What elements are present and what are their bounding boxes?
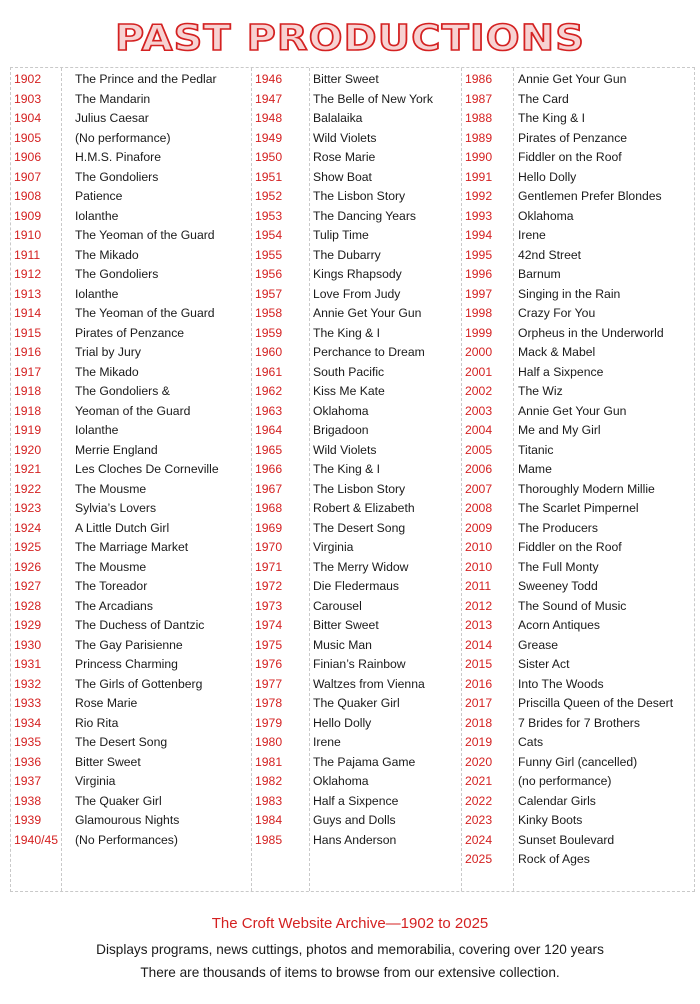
production-year: 1960 — [255, 345, 283, 359]
production-year: 1970 — [255, 540, 283, 554]
production-title: Rose Marie — [75, 696, 138, 710]
production-year: 1976 — [255, 657, 283, 671]
production-year: 1975 — [255, 637, 283, 652]
production-title: Balalaika — [313, 111, 363, 125]
production-year: 1909 — [14, 208, 42, 223]
production-title: Show Boat — [313, 169, 372, 184]
production-title: Fiddler on the Roof — [518, 150, 622, 164]
production-year: 1994 — [465, 228, 493, 242]
production-title: Irene — [313, 735, 341, 749]
production-title: Funny Girl (cancelled) — [518, 754, 638, 769]
production-year: 1995 — [465, 247, 493, 262]
production-year: 1915 — [14, 325, 42, 340]
production-year: 2014 — [465, 637, 493, 652]
production-year: 1913 — [14, 286, 42, 301]
production-year: 1933 — [14, 696, 42, 710]
production-title: Calendar Girls — [518, 793, 596, 808]
production-year: 1984 — [255, 813, 283, 827]
production-title: Me and My Girl — [518, 423, 601, 437]
production-title: The Gondoliers & — [75, 384, 170, 398]
production-year: 1939 — [14, 813, 42, 827]
production-title: Crazy For You — [518, 306, 596, 320]
production-title: The Wiz — [518, 384, 563, 398]
production-title: Virginia — [75, 774, 116, 788]
production-title: H.M.S. Pinafore — [75, 150, 162, 164]
production-year: 2001 — [465, 364, 493, 379]
production-title: The Mikado — [75, 247, 139, 262]
production-title: Brigadoon — [313, 423, 369, 437]
production-year: 1916 — [14, 345, 42, 359]
production-year: 1992 — [465, 189, 493, 203]
production-title: Kiss Me Kate — [313, 384, 385, 398]
production-title: The Belle of New York — [313, 91, 433, 106]
production-title: The Scarlet Pimpernel — [518, 501, 639, 515]
production-year: 1990 — [465, 150, 493, 164]
archive-description: Displays programs, news cuttings, photos and memorabilia, covering over 120 years — [96, 942, 604, 957]
production-title: South Pacific — [313, 364, 385, 379]
production-year: 1923 — [14, 501, 42, 515]
production-title: The Toreador — [75, 579, 148, 593]
production-title: Mame — [518, 462, 552, 476]
production-title: Annie Get Your Gun — [518, 72, 627, 86]
production-year: 1980 — [255, 735, 283, 749]
production-year: 1953 — [255, 208, 283, 223]
page-title — [0, 0, 700, 62]
production-title: Cats — [518, 735, 544, 749]
production-title: The Card — [518, 91, 569, 106]
production-title: Rio Rita — [75, 715, 119, 730]
production-year: 2015 — [465, 657, 493, 671]
production-year: 1922 — [14, 481, 42, 496]
production-year: 1958 — [255, 306, 283, 320]
production-year: 1921 — [14, 462, 42, 476]
production-year: 2012 — [465, 598, 493, 613]
production-title: Kinky Boots — [518, 813, 583, 827]
production-year: 1908 — [14, 189, 42, 203]
production-year: 2010 — [465, 540, 493, 554]
production-year: 1954 — [255, 228, 283, 242]
production-title: Hans Anderson — [313, 832, 397, 847]
production-title: Titanic — [518, 442, 554, 457]
production-title: Robert & Elizabeth — [313, 501, 415, 515]
productions-table — [10, 67, 695, 892]
production-title: Hello Dolly — [518, 169, 577, 184]
production-year: 1903 — [14, 91, 42, 106]
production-year: 1925 — [14, 540, 42, 554]
production-year: 1919 — [14, 423, 42, 437]
production-year: 1912 — [14, 267, 42, 281]
production-title: Rock of Ages — [518, 852, 590, 866]
production-title: Bitter Sweet — [75, 754, 141, 769]
production-title: The King & I — [313, 462, 381, 476]
production-title: The Girls of Gottenberg — [75, 676, 203, 691]
production-title: The King & I — [518, 111, 586, 125]
production-year: 2022 — [465, 793, 493, 808]
production-title: Waltzes from Vienna — [313, 676, 425, 691]
production-year: 1918 — [14, 403, 42, 418]
production-title: Annie Get Your Gun — [313, 306, 422, 320]
production-year: 1946 — [255, 72, 283, 86]
production-title: (no performance) — [518, 774, 612, 788]
production-year: 1948 — [255, 111, 283, 125]
production-year: 1979 — [255, 715, 283, 730]
production-year: 1927 — [14, 579, 42, 593]
production-year: 1964 — [255, 423, 283, 437]
production-year: 1905 — [14, 130, 42, 145]
production-title: Music Man — [313, 637, 372, 652]
production-year: 2025 — [465, 852, 493, 866]
production-title: Pirates of Penzance — [518, 130, 628, 145]
production-year: 2011 — [465, 579, 492, 593]
production-title: (No performance) — [75, 130, 171, 145]
production-title: (No Performances) — [75, 832, 178, 847]
production-title: Wild Violets — [313, 442, 377, 457]
production-title: Bitter Sweet — [313, 618, 379, 632]
production-year: 1937 — [14, 774, 42, 788]
production-year: 1966 — [255, 462, 283, 476]
production-title: Merrie England — [75, 442, 158, 457]
production-title: The Mikado — [75, 364, 139, 379]
production-title: Love From Judy — [313, 286, 401, 301]
production-title: The Quaker Girl — [75, 793, 162, 808]
production-title: Gentlemen Prefer Blondes — [518, 189, 662, 203]
production-title: The Sound of Music — [518, 598, 627, 613]
production-year: 2010 — [465, 559, 493, 574]
production-year: 1918 — [14, 384, 42, 398]
production-year: 2008 — [465, 501, 493, 515]
production-year: 1997 — [465, 286, 493, 301]
production-title: Oklahoma — [518, 208, 574, 223]
production-title: Half a Sixpence — [518, 364, 604, 379]
production-year: 1973 — [255, 598, 283, 613]
production-title: The Merry Widow — [313, 559, 409, 574]
production-title: The Duchess of Dantzic — [75, 618, 205, 632]
production-year: 1920 — [14, 442, 42, 457]
production-year: 1982 — [255, 774, 283, 788]
production-title: Half a Sixpence — [313, 793, 399, 808]
production-title: Acorn Antiques — [518, 618, 600, 632]
production-year: 1940/45 — [14, 832, 59, 847]
production-title: The Mousme — [75, 559, 147, 574]
production-title: Annie Get Your Gun — [518, 403, 627, 418]
production-year: 1974 — [255, 618, 283, 632]
production-title: Princess Charming — [75, 657, 178, 671]
archive-collection-note: There are thousands of items to browse from our extensive collection. — [140, 965, 560, 980]
production-year: 1934 — [14, 715, 42, 730]
production-year: 2016 — [465, 676, 493, 691]
production-year: 1985 — [255, 832, 283, 847]
production-title: Singing in the Rain — [518, 286, 621, 301]
production-year: 2003 — [465, 403, 493, 418]
production-title: The Producers — [518, 520, 598, 535]
production-year: 1965 — [255, 442, 283, 457]
production-title: Tulip Time — [313, 228, 369, 242]
production-year: 1967 — [255, 481, 283, 496]
production-title: Barnum — [518, 267, 561, 281]
production-year: 2024 — [465, 832, 493, 847]
production-title: Iolanthe — [75, 286, 119, 301]
production-year: 2019 — [465, 735, 493, 749]
production-title: Oklahoma — [313, 774, 369, 788]
production-title: 7 Brides for 7 Brothers — [518, 715, 640, 730]
production-year: 1993 — [465, 208, 493, 223]
production-year: 1904 — [14, 111, 42, 125]
production-year: 1999 — [465, 325, 493, 340]
production-year: 1962 — [255, 384, 283, 398]
production-title: The Quaker Girl — [313, 696, 400, 710]
production-title: 42nd Street — [518, 247, 582, 262]
production-title: Pirates of Penzance — [75, 325, 185, 340]
production-title: Les Cloches De Corneville — [75, 462, 219, 476]
production-title: The Desert Song — [313, 520, 406, 535]
production-title: The Dancing Years — [313, 208, 416, 223]
productions-rows — [11, 68, 696, 893]
production-year: 1989 — [465, 130, 493, 145]
production-year: 1991 — [465, 169, 493, 184]
production-year: 1914 — [14, 306, 42, 320]
production-title: Into The Woods — [518, 676, 604, 691]
production-title: Die Fledermaus — [313, 579, 400, 593]
production-year: 2002 — [465, 384, 493, 398]
production-year: 1981 — [255, 754, 283, 769]
production-year: 1907 — [14, 169, 42, 184]
production-title: Orpheus in the Underworld — [518, 325, 664, 340]
production-title: The Dubarry — [313, 247, 381, 262]
production-year: 2020 — [465, 754, 493, 769]
production-year: 1951 — [255, 169, 283, 184]
production-year: 2007 — [465, 481, 493, 496]
production-year: 1986 — [465, 72, 493, 86]
production-year: 2009 — [465, 520, 493, 535]
production-title: The Mandarin — [75, 91, 151, 106]
production-year: 1931 — [14, 657, 42, 671]
production-title: The Gay Parisienne — [75, 637, 183, 652]
production-year: 2023 — [465, 813, 493, 827]
production-title: Trial by Jury — [75, 345, 141, 359]
production-year: 1917 — [14, 364, 42, 379]
production-title: Kings Rhapsody — [313, 267, 402, 281]
production-title: A Little Dutch Girl — [75, 520, 170, 535]
production-year: 1949 — [255, 130, 283, 145]
production-year: 1936 — [14, 754, 42, 769]
production-year: 2005 — [465, 442, 493, 457]
production-year: 1952 — [255, 189, 283, 203]
archive-headline: The Croft Website Archive—1902 to 2025 — [211, 915, 489, 932]
production-year: 1955 — [255, 247, 283, 262]
production-title: Patience — [75, 189, 123, 203]
production-title: Fiddler on the Roof — [518, 540, 622, 554]
production-title: The Marriage Market — [75, 540, 189, 554]
production-year: 1930 — [14, 637, 42, 652]
production-title: Wild Violets — [313, 130, 377, 145]
production-year: 1938 — [14, 793, 42, 808]
production-title: Mack & Mabel — [518, 345, 596, 359]
production-year: 1911 — [14, 247, 41, 262]
production-year: 1928 — [14, 598, 42, 613]
production-year: 2013 — [465, 618, 493, 632]
production-year: 1978 — [255, 696, 283, 710]
production-year: 1910 — [14, 228, 42, 242]
production-year: 1969 — [255, 520, 283, 535]
production-year: 1977 — [255, 676, 283, 691]
production-title: Bitter Sweet — [313, 72, 379, 86]
production-title: The Mousme — [75, 481, 147, 496]
production-title: Iolanthe — [75, 423, 119, 437]
page-title-text: PAST PRODUCTIONS — [115, 18, 585, 59]
production-title: The Full Monty — [518, 559, 599, 574]
production-title: Oklahoma — [313, 403, 369, 418]
production-year: 2017 — [465, 696, 493, 710]
production-title: Grease — [518, 637, 558, 652]
production-year: 1902 — [14, 72, 42, 86]
production-title: The Desert Song — [75, 735, 168, 749]
production-title: The Yeoman of the Guard — [75, 306, 215, 320]
production-year: 1996 — [465, 267, 493, 281]
production-title: Virginia — [313, 540, 354, 554]
production-year: 1926 — [14, 559, 42, 574]
production-title: The Pajama Game — [313, 754, 416, 769]
production-year: 1987 — [465, 91, 493, 106]
production-title: Glamourous Nights — [75, 813, 180, 827]
production-title: Sunset Boulevard — [518, 832, 615, 847]
production-year: 1963 — [255, 403, 283, 418]
production-title: Hello Dolly — [313, 715, 372, 730]
production-year: 1959 — [255, 325, 283, 340]
production-title: Irene — [518, 228, 546, 242]
production-year: 1957 — [255, 286, 283, 301]
production-title: The Prince and the Pedlar — [75, 72, 217, 86]
production-title: Priscilla Queen of the Desert — [518, 696, 674, 710]
production-title: Iolanthe — [75, 208, 119, 223]
production-year: 2000 — [465, 345, 493, 359]
production-year: 1998 — [465, 306, 493, 320]
production-year: 1929 — [14, 618, 42, 632]
production-title: The Lisbon Story — [313, 481, 406, 496]
production-title: Thoroughly Modern Millie — [518, 481, 655, 496]
production-year: 1971 — [255, 559, 283, 574]
production-title: The Arcadians — [75, 598, 153, 613]
production-year: 1947 — [255, 91, 283, 106]
production-title: The Lisbon Story — [313, 189, 406, 203]
production-title: Sylvia’s Lovers — [75, 501, 157, 515]
production-year: 1972 — [255, 579, 283, 593]
production-title: The Gondoliers — [75, 267, 159, 281]
production-year: 1968 — [255, 501, 283, 515]
production-year: 1961 — [255, 364, 283, 379]
production-title: Perchance to Dream — [313, 345, 425, 359]
production-year: 1950 — [255, 150, 283, 164]
production-year: 1924 — [14, 520, 42, 535]
production-title: Rose Marie — [313, 150, 376, 164]
production-year: 1906 — [14, 150, 42, 164]
production-year: 1935 — [14, 735, 42, 749]
production-year: 2021 — [465, 774, 493, 788]
production-title: Carousel — [313, 598, 362, 613]
production-title: Sister Act — [518, 657, 570, 671]
production-title: Sweeney Todd — [518, 579, 598, 593]
production-year: 1956 — [255, 267, 283, 281]
production-title: The King & I — [313, 325, 381, 340]
production-title: Finian’s Rainbow — [313, 657, 406, 671]
production-year: 1988 — [465, 111, 493, 125]
production-year: 2004 — [465, 423, 493, 437]
production-title: The Gondoliers — [75, 169, 159, 184]
production-year: 2006 — [465, 462, 493, 476]
production-year: 1932 — [14, 676, 42, 691]
production-year: 2018 — [465, 715, 493, 730]
production-title: The Yeoman of the Guard — [75, 228, 215, 242]
production-title: Julius Caesar — [75, 111, 149, 125]
production-title: Guys and Dolls — [313, 813, 396, 827]
production-year: 1983 — [255, 793, 283, 808]
production-title: Yeoman of the Guard — [75, 403, 191, 418]
